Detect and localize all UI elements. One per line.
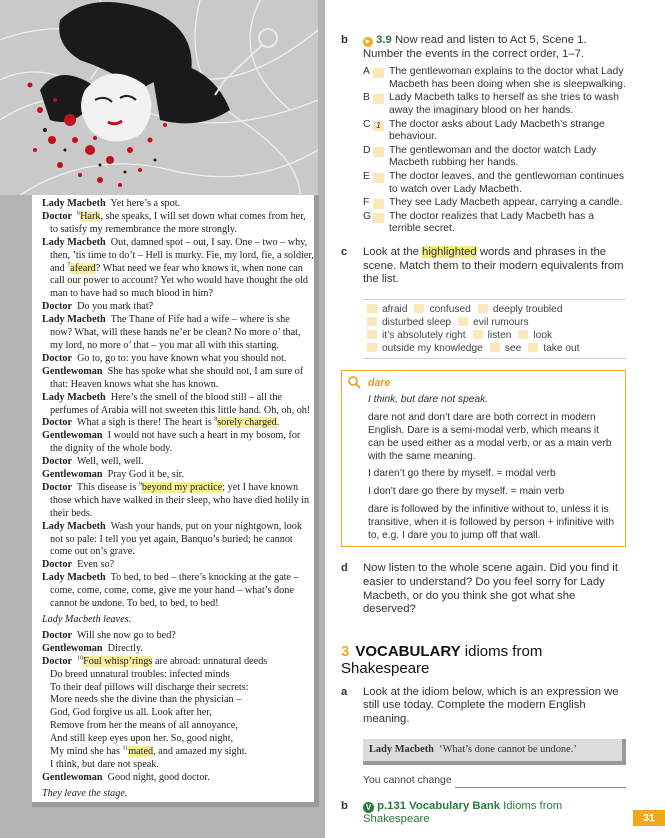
answer-box[interactable] [414, 304, 424, 313]
speaker-name: Doctor [42, 210, 72, 222]
dare-explanation-1: dare not and don’t dare are both correct in modern English. Dare is a semi-modal verb, which means it can be used either as a modal verb, or as a main verb with the same meaning. [368, 412, 612, 462]
answer-box[interactable] [478, 304, 488, 313]
line-text: Directly. [107, 642, 143, 654]
stage-direction: Lady Macbeth leaves. [42, 614, 132, 625]
highlighted-phrase: afeard [70, 262, 96, 274]
speaker-name: Lady Macbeth [42, 391, 106, 403]
event-item [341, 66, 626, 91]
script-line [42, 656, 314, 669]
answer-box[interactable] [490, 343, 500, 352]
script-line [42, 237, 314, 302]
event-item [341, 119, 626, 144]
word-text: look [533, 329, 553, 341]
highlighted-phrase: sorely charged [217, 417, 277, 429]
verse-line [42, 682, 314, 695]
script-line [42, 772, 314, 785]
event-text: The doctor realizes that Lady Macbeth has a terrible secret. [389, 210, 595, 235]
event-item [341, 92, 626, 117]
highlighted-phrase: beyond my practice [141, 481, 223, 493]
line-text: What a sigh is there! The heart is [76, 417, 215, 429]
word-text: afraid [382, 303, 408, 315]
answer-box[interactable] [373, 199, 384, 209]
answer-line[interactable] [455, 778, 626, 788]
exercise-c-text-post: words and phrases in the scene. Match them to their modern equivalents from the list. [363, 245, 624, 286]
exercise-column [341, 34, 626, 827]
script-line [42, 211, 314, 237]
script-line [42, 643, 314, 656]
script-line [42, 482, 314, 521]
answer-box[interactable] [528, 343, 538, 352]
event-letter: D [363, 144, 371, 156]
script-line [42, 456, 314, 469]
speaker-name: Doctor [42, 655, 72, 667]
event-text: They see Lady Macbeth appear, carrying a candle. [389, 197, 623, 209]
prompt-text: You cannot change [363, 775, 452, 787]
event-letter: C [363, 118, 371, 130]
script-line [42, 417, 314, 430]
answer-box[interactable] [373, 213, 384, 223]
word-option [367, 329, 466, 342]
word-option [473, 329, 512, 342]
event-item [341, 171, 626, 196]
section-subtitle: idioms from Shakespeare [341, 642, 543, 677]
word-row [367, 316, 626, 329]
highlighted-phrase: Foul whisp’rings [83, 655, 153, 667]
word-option [518, 329, 552, 342]
script-line [42, 198, 314, 211]
line-text: Go to, go to: you have known what you should not. [77, 352, 287, 364]
highlighted-phrase: mated [128, 746, 154, 758]
exercise-c-text-pre: Look at the [363, 245, 423, 258]
footnote-number: 9 [138, 481, 142, 488]
exercise-d-text: Now listen to the whole scene again. Did you find it easier to understand? Do you feel sorry for Lady Macbeth, or do you think she got what she deserved? [363, 562, 618, 616]
verse-line [42, 707, 314, 720]
speaker-name: Doctor [42, 559, 72, 571]
line-text: Well, well, well. [76, 456, 144, 468]
word-option [414, 303, 470, 316]
dare-explanation-2: dare is followed by the infinitive without to, unless it is transitive, when it is followed by person + infinitive with to, e.g. I dare you to jump off that wall. [368, 504, 615, 541]
verse-line [42, 746, 314, 759]
answer-box[interactable] [373, 173, 384, 183]
section-title: VOCABULARY [355, 642, 461, 660]
footnote-number: 11 [122, 745, 129, 752]
word-option [528, 342, 579, 355]
exercise-letter: b [341, 799, 348, 812]
line-text: Good night, good doctor. [107, 771, 210, 783]
answer-box[interactable] [367, 343, 377, 352]
answer-box[interactable] [367, 317, 377, 326]
word-option [367, 316, 451, 329]
word-option [367, 342, 483, 355]
event-text: Lady Macbeth talks to herself as she tries to wash away the imaginary blood on her hands. [389, 92, 619, 116]
speaker-name: Lady Macbeth [42, 314, 106, 326]
play-script [42, 198, 314, 804]
script-line [42, 301, 314, 314]
speaker-name: Lady Macbeth [42, 198, 106, 209]
script-line [42, 314, 314, 353]
line-text: , and amazed my sight. [153, 746, 248, 758]
word-text: deeply troubled [492, 303, 563, 315]
speaker-name: Doctor [42, 456, 72, 468]
exercise-3a-text: Look at the idiom below, which is an expression we still use today. Complete the modern English meaning. [363, 685, 619, 726]
event-item [341, 197, 626, 210]
answer-box[interactable] [458, 317, 468, 326]
exercise-3a [341, 686, 626, 727]
dare-example-modal: I daren’t go there by myself. = modal verb [368, 468, 556, 480]
line-text: To their deaf pillows will discharge their secrets: [50, 681, 249, 693]
script-line [42, 469, 314, 482]
exercise-letter: c [341, 245, 348, 258]
idiom-quote [363, 739, 626, 766]
script-line [42, 366, 314, 392]
exercise-d [341, 562, 626, 616]
script-line [42, 353, 314, 366]
script-line [42, 521, 314, 560]
event-item [341, 211, 626, 236]
line-text: Out, damned spot – out, I say. One – two – why, then, ’tis time to do’t – Hell is murky. Fie, my lord, fie, a soldier, and [50, 236, 314, 274]
line-text: , she speaks, I will set down what comes from her, to satisfy my remembrance the more strongly. [50, 210, 306, 235]
speaker-name: Lady Macbeth [42, 520, 106, 532]
speaker-name: Lady Macbeth [42, 236, 106, 248]
speaker-name: Gentlewoman [42, 771, 103, 783]
script-line [42, 392, 314, 418]
line-text: I think, but dare not speak. [50, 758, 159, 770]
verse-line [42, 733, 314, 746]
quote-speaker: Lady Macbeth [369, 743, 434, 755]
exercise-b-heading [341, 34, 626, 61]
word-text: evil rumours [473, 316, 529, 328]
audio-icon[interactable]: ▶ [363, 37, 373, 47]
verse-line [42, 669, 314, 682]
speaker-name: Doctor [42, 629, 72, 641]
word-option [458, 316, 528, 329]
word-list [363, 299, 626, 359]
word-text: listen [487, 329, 512, 341]
line-text: I would not have such a heart in my bosom, for the dignity of the whole body. [50, 430, 301, 455]
word-row [367, 342, 626, 355]
footnote-number: 7 [67, 262, 71, 269]
event-item [341, 145, 626, 170]
speaker-name: Gentlewoman [42, 642, 103, 654]
answer-box[interactable] [473, 330, 483, 339]
line-text: And still keep eyes upon her. So, good night, [50, 733, 234, 745]
word-text: take out [543, 342, 580, 354]
line-text: My mind she has [50, 746, 123, 758]
verse-line [42, 694, 314, 707]
line-text: Pray God it be, sir. [107, 469, 185, 481]
script-line [42, 430, 314, 456]
line-text: God, God forgive us all. Look after her, [50, 707, 212, 719]
footnote-number: 8 [214, 417, 218, 424]
vocabulary-bank-link[interactable]: Vocabulary Bank [409, 799, 500, 812]
vocabulary-bank-icon: V [363, 802, 374, 813]
line-text: Yet here’s a spot. [110, 198, 181, 209]
line-text: are abroad: unnatural deeds [152, 655, 268, 667]
quote-text: ‘What’s done cannot be undone.’ [439, 743, 577, 755]
line-text: Remove from her the means of all annoyance, [50, 720, 238, 732]
verse-line [42, 759, 314, 772]
dare-title: dare [368, 376, 391, 389]
answer-box[interactable]: 1 [373, 121, 384, 131]
speaker-name: Gentlewoman [42, 365, 103, 377]
answer-box[interactable] [367, 330, 377, 339]
line-text: Do you mark that? [77, 301, 154, 313]
word-option [490, 342, 521, 355]
answer-box[interactable] [373, 68, 384, 78]
word-option [478, 303, 563, 316]
line-text: She has spoke what she should not, I am sure of that: Heaven knows what she has known. [50, 365, 304, 390]
speaker-name: Doctor [42, 352, 72, 364]
footnote-number: 10 [77, 655, 84, 662]
word-text: disturbed sleep [382, 316, 452, 328]
highlighted-word: highlighted [422, 245, 477, 258]
script-line [42, 572, 314, 611]
line-text: More needs she the divine than the physician – [50, 694, 242, 706]
line-text: The Thane of Fife had a wife – where is she now? What, will these hands ne’er be clean? No more o’ that, my lord, no more o’ that – you mar all with this starting. [50, 314, 301, 351]
word-text: confused [429, 303, 471, 315]
vocabulary-heading [341, 643, 626, 677]
dare-example: I think, but dare not speak. [368, 394, 489, 406]
event-letter: F [363, 197, 370, 209]
magnifier-icon [348, 376, 361, 389]
exercise-c-heading [341, 246, 626, 287]
word-text: see [504, 342, 522, 354]
section-number: 3 [341, 642, 350, 660]
event-letter: E [363, 170, 370, 182]
event-text: The doctor asks about Lady Macbeth’s strange behaviour. [389, 118, 605, 143]
line-text: . [276, 417, 280, 429]
speaker-name: Gentlewoman [42, 430, 103, 442]
exercise-letter: a [341, 685, 348, 698]
exercise-instruction: Now read and listen to Act 5, Scene 1. Number the events in the correct order, 1–7. [363, 34, 587, 60]
footnote-number: 6 [77, 210, 81, 217]
line-text: Wash your hands, put on your nightgown, look not so pale: I tell you yet again, Banquo’s buried; he cannot come out on’s grave. [50, 520, 302, 558]
word-row [367, 329, 626, 342]
exercise-letter: b [341, 34, 348, 46]
highlighted-phrase: Hark [80, 210, 101, 222]
exercise-3b [341, 800, 626, 827]
event-letter: A [363, 66, 370, 78]
event-letter: G [363, 210, 372, 222]
line-text: Here’s the smell of the blood still – all the perfumes of Arabia will not sweeten this little hand. Oh, oh, oh! [50, 391, 311, 416]
answer-box[interactable] [367, 304, 377, 313]
line-text: Do breed unnatural troubles: infected minds [50, 668, 230, 680]
script-line [42, 559, 314, 572]
script-line [42, 630, 314, 643]
page-reference[interactable]: p.131 [377, 799, 407, 812]
word-row [367, 303, 626, 316]
stage-direction: They leave the stage. [42, 787, 128, 799]
vocabulary-bank-topic: Idioms from Shakespeare [363, 799, 563, 826]
exercise-letter: d [341, 562, 348, 575]
track-number: 3.9 [376, 34, 392, 46]
word-text: outside my knowledge [382, 342, 483, 354]
event-letter: B [363, 92, 370, 104]
word-option [367, 303, 407, 316]
dare-example-main: I don’t dare go there by myself. = main verb [368, 486, 565, 498]
line-text: Will she now go to bed? [76, 629, 176, 641]
speaker-name: Doctor [42, 481, 72, 493]
line-text: Even so? [77, 559, 115, 571]
word-text: it’s absolutely right [382, 329, 466, 341]
event-text: The gentlewoman explains to the doctor what Lady Macbeth has been doing when she is sleepwalking. [389, 66, 626, 90]
event-text: The doctor leaves, and the gentlewoman continues to watch over Lady Macbeth. [389, 170, 625, 195]
line-text: ; yet I have known those which have walked in their sleep, who have died holily in their beds. [50, 481, 310, 519]
verse-line [42, 720, 314, 733]
line-text: To bed, to bed – there’s knocking at the gate – come, come, come, come, give me your hand – what’s done cannot be undone. To bed, to bed, to bed! [50, 572, 299, 610]
speaker-name: Gentlewoman [42, 469, 103, 481]
answer-box[interactable] [518, 330, 528, 339]
event-list [341, 66, 626, 236]
lady-macbeth-illustration [0, 0, 318, 195]
page-number: 31 [633, 810, 665, 826]
answer-box[interactable] [373, 147, 384, 157]
speaker-name: Lady Macbeth [42, 572, 106, 584]
completion-prompt [363, 775, 626, 788]
speaker-name: Doctor [42, 417, 72, 429]
answer-box[interactable] [373, 94, 384, 104]
dare-grammar-box [341, 370, 626, 548]
speaker-name: Doctor [42, 301, 72, 313]
line-text: ? What need we fear who knows it, when none can call our power to account? Yet who would have thought the old man to have had so much blood in him? [50, 262, 309, 300]
line-text: This disease is [76, 481, 139, 493]
event-text: The gentlewoman and the doctor watch Lady Macbeth rubbing her hands. [389, 144, 597, 169]
